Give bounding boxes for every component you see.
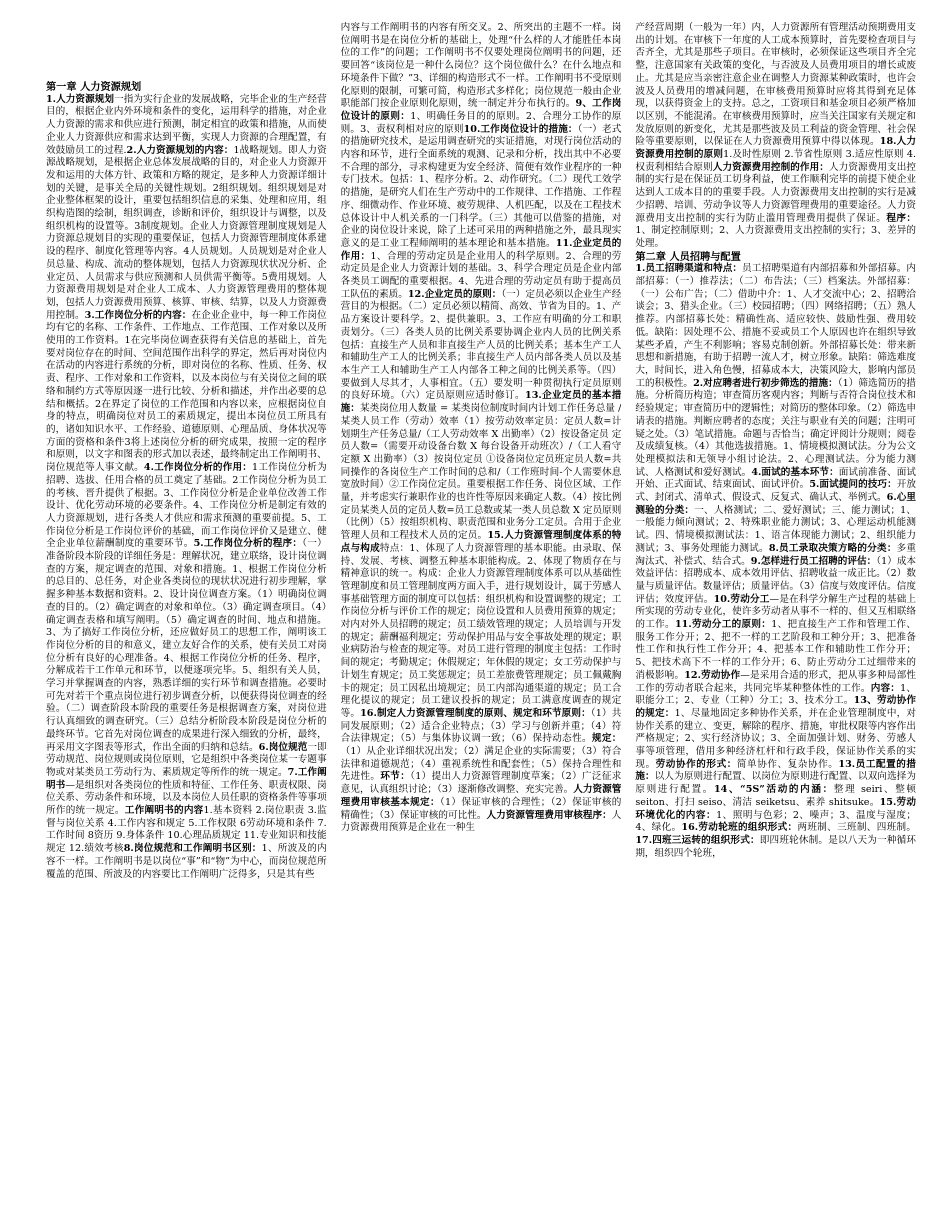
body-text: 1、所波及的内容不一样。工作阐明书是以岗位“事”和“物”为中心，而岗位规范所覆盖的范围、所波及的内容要比工作阐明广泛得多，只是其有些 — [46, 843, 327, 880]
body-paragraph — [635, 263, 916, 860]
body-text: —是采用合适的形式，把从事多种局部性工作的劳动者联合起来，共同完毕某种整体性的工作。 — [635, 669, 917, 694]
body-text: 一、人格测试；二、爱好测试；三、能力测试；1、一般能力倾向测试；2、特殊职业能力测试；3、心理运动机能测试。四、情境模拟测试法：1、语言体现能力测试；2、组织能力测试；3、事务处理能力测试。 — [635, 504, 917, 554]
body-text: 产经营周期（一般为一年）内，人力资源所有管理活动预期费用支出的计划。在审核下一年度的人工成本预算时，首先要检查项目与否齐全，尤其是那些子项目。在审核时，必须保证这些项目齐全完整，注意国家有关政策的变化，与否波及人员费用项目的增长或废止。尤其是应当亲密注意企业在调整人力资源某种政策时，也许会波及人员费用的增减问题，在审核费用预算时应将其得到充足体现，以获得资金上的支持。总之，工资项目和基金项目必须严格加以区别，不能混淆。在审核费用预算时，应当关注国家有关规定和发放原则的新变化，尤其是那些波及员工利益的资金管理、社会保险等重要原则，以保证在人力资源费用预算中得以体现。 — [635, 22, 917, 148]
body-text: 1、把直接生产工作和管理工作、服务工作分开；2、把不一样的工艺阶段和工种分开；3、把准备性工作和执行性工作分开；4、把基本工作和辅助性工作分开；5、把技术高下不一样的工作分开；6、防止劳动分工过细带来的消极影响。 — [635, 619, 917, 681]
section-heading: 环节： — [380, 771, 411, 783]
section-heading: 10.工作岗位设计的措施： — [463, 123, 578, 135]
section-heading: 6.岗位规范 — [258, 741, 308, 753]
section-heading: 16.制定人力资源管理制度的原则、规定和环节原则： — [360, 707, 591, 719]
body-text: （1）提出人力资源管理制度草案；（2）广泛征求意见，认真组织讨论；（3）逐渐修改调整、充实完善。 — [340, 771, 622, 796]
section-heading: 工作阐明书的内容 — [124, 805, 204, 817]
body-text: —是在科学分解生产过程的基础上所实现的劳动专业化，使许多劳动者从事不一样的、但又互相联络的工作。 — [635, 593, 917, 631]
section-heading: 17.四班三运转的组织形式： — [635, 835, 760, 846]
body-text: 一即劳动规范、岗位规则或岗位原则，它是组织中各类岗位某一专题事物或对某类员工劳动行为、素质规定等所作的统一规定。 — [46, 741, 327, 778]
section-heading: 9.怎样进行员工招聘的评估： — [750, 555, 877, 567]
section-heading: 13.员工配置的措施： — [635, 758, 917, 783]
body-text: （1）共同发展原则；（2）适合企业特点；（3）学习与创新并重；（4）符合法律规定；（5）与集体协议调一致；（6）保持动态性。 — [340, 707, 622, 745]
body-text: 1、尽量地固定多种协作关系，并在企业管理制度中，对协作关系的建立、变更，解除的程序、措施，审批权限等内容作出严格规定；2、实行经济协议；3、全面加强计划、财务、劳感人事等项管理，借用多种经济杠杆和行政手段，保证协作关系的实现。 — [635, 707, 917, 770]
body-text: 1.基本资料 2.岗位职责 3.监督与岗位关系 4.工作内容和规定 5.工作权限 6劳动环境和条件 7.工作时间 8资历 9.身体条件 10.心理品质规定 11.专业知识和技能规定 12.绩效考核 — [46, 805, 327, 855]
section-heading: 13、劳动协作的规定： — [635, 695, 917, 719]
section-heading: 程序： — [886, 212, 917, 224]
chapter-heading: 第二章 人员招聘与配置 — [635, 250, 741, 263]
section-heading: 2.人力资源规划的内容： — [126, 144, 234, 156]
section-heading: 6.心里测验的分类： — [635, 492, 917, 516]
body-text: 1战略规划。即人力资源战略规划，是根据企业总体发展战略的目的，对企业人力资源开发和运用的大体方针、政策和方略的规定，是多种人力资源详细计划的关键，是事关全局的关键性规划。2组织规划。组织规划是对企业整体框架的设计，重要包括组织信息的采集、处理和应用，组织构造图的绘制，组织调查，诊断和评价，组织设计与调整，以及组织机构的设置等。3制度规划。企业人力资源管理制度规划是人力资源总规划目的实现的重要保证，包括人力资源管理制度体系建设的程序、制度化管理等内容。4人员规划。人员规划是对企业人员总量、构成、流动的整体规划，包括人力资源现状状况分析、企业定员、人员需求与供应预测和人员供需平衡等。5费用规划。人力资源费用规划是对企业人工成本、人力资源管理费用的整体规划，包括人力资源费用预算、核算、审核、结算，以及人力资源费用控制。 — [46, 144, 327, 321]
body-text: 人力资源费用预算是企业在一种生 — [340, 809, 622, 834]
body-text: 开放式、封闭式、清单式、假设式、反复式、确认式、举例式。 — [635, 479, 917, 504]
body-paragraph — [46, 94, 327, 882]
section-heading: 规定： — [591, 733, 622, 745]
body-text: 1、制定控制原则；2、人力资源费用支出控制的实行；3、差异的处理。 — [635, 225, 917, 249]
section-heading: 10.劳动分工 — [713, 593, 770, 605]
section-heading: 16.劳动轮班的组织形式： — [681, 822, 798, 834]
body-text: （一）定员必须以企业生产经营目的为根据。（二）定员必须以精简、高效、节省为目的。1、产品方案设计要科学。2、提供兼职。3、工作应有明确的分工和职责划分。（三）各类人员的比例关系要协调企业内人员的比例关系包括：直接生产人员和非直接生产人员的比例关系；基本生产工人和辅助生产工人的比例关系；非直接生产人员内部各类人员以及基本生产工人和辅助生产工人内部各工种之间的比例关系等。（四）要做到人尽其才，人事相宜。（五）要发明一种贯彻执行定员原则的良好环境。（六）定员原则应适时修订。 — [340, 288, 622, 402]
body-text: 员工招聘渠道有内部招募和外部招募。内部招募：（一）推荐法；（二）布告法；（三）档案法。外部招募：（一）公布广告；（二）借助中介：1、人才交流中心；2、招聘洽谈会；3、猎头企业。（三）校园招聘；（四）网络招聘；（五）熟人推荐。内部招募长处：精确性高、适应较快、鼓励性强、费用较低。缺陷：因处理不公、措施不妥或员工个人原因也许在组织导致某些矛盾，产生不利影响；容易克制创新。外部招募长处：带来新思想和新措施，有助于招聘一流人才，树立形象。缺陷：筛选难度大，时间长，进入角色慢，招募成本大，决策风险大，影响内部员工的积极性。 — [635, 263, 917, 389]
body-text: 多重淘汰式、补偿式、结合式。 — [635, 542, 917, 567]
body-text: 1、职能分工；2、专业（工种）分工；3、技术分工。 — [635, 682, 917, 707]
body-paragraph — [635, 22, 916, 251]
body-text: 1、合理的劳动定员是企业用人的科学原则。2、合理的劳动定员是企业人力资源计划的基础。3、科学合理定员是企业内部各类员工调配的重要根据。4、先进合理的劳动定员有助于提高员工队伍的素质。 — [340, 250, 622, 300]
section-heading: 12.企业定员的原则： — [407, 288, 502, 300]
section-heading: 3.工作岗位分析的内容： — [84, 309, 192, 321]
section-heading: 4.面试的基本环节： — [751, 466, 839, 478]
section-heading: 9、工作岗位设计的原则： — [340, 98, 622, 122]
body-text: 某类岗位用人数量 = 某类岗位制度时间内计划工作任务总量 / 某类人员工作（劳动）效率（1）按劳动效率定员：定员人数=计划期生产任务总量/（工人劳动效率 X 出勤率）（2）按设备定员 定员人数=（需要开动设备台数 X 每台设备开动班次）/（工人看守定额 X 出勤率）（3）按岗位定员 ①设备岗位定员班定员人数=共同操作的各岗位生产工作时间的总和/（工作班时间-个人需要休息宽放时间）②工作岗位定员。重要根据工作任务、岗位区域、工作量，并考虑实行兼职作业的也许性等原因来确定人数。（4）按比例定员某类人员的定员人数=员工总数或某一类人员总数 X 定员原则（比例）（5）按组织机构、职责范围和业务分工定员。合用于企业管理人员和工程技术人员的定员。 — [340, 403, 622, 542]
body-text: 1工作岗位分析为招聘、选拔、任用合格的员工奠定了基础。2工作岗位分析为员工的考核、晋升提供了根据。3、工作岗位分析是企业单位改善工作设计、优化劳动环境的必要条件。4、工作岗位分析是制定有效的人力资源规划，进行各类人才供应和需求预测的重要前提。5、工作岗位分析是工作岗位评价的基础，而工作岗位评价又是建立、健全企业单位薪酬制度的重要环节。 — [46, 462, 327, 550]
section-heading: 人力资源管理费用审核程序： — [486, 809, 612, 821]
body-text: 面试前准备、面试开始、正式面试、结束面试、面试评价。 — [635, 466, 917, 491]
body-text: 1、照明与色彩；2、噪声；3、温度与湿度；4、绿化。 — [635, 809, 917, 834]
body-text: 1、明确任务目的的原则。2、合理分工协作的原则。3、责权利相对应的原则 — [340, 110, 622, 135]
section-heading: 15.劳动环境优化的内容： — [635, 796, 917, 821]
body-text: （一）老式的措施研究技术，是运用调查研究的实证措施，对现行岗位活动的内容和环节，进行全面系统的观测、记录和分析，找出其中不必要不合理的部分，寻求构建更为安全经济、简便有效作业程序的一种专门技术。包括：1、程序分析。2、动作研究。（二）现代工效学的措施，是研究人们在生产劳动中的工作规律、工作措施、工作程序、细微动作、作业环境、疲劳规律、人机匹配，以及在工程技术总体设计中人机关系的一门科学。（三）其他可以借鉴的措施，对企业的岗位设计来说，除了上述可采用的两种措施之外，最具现实意义的是工业工程师阐明的基本理论和基本措施。 — [340, 123, 622, 249]
section-heading: 14、“5S”活动的内涵： — [713, 784, 834, 796]
section-heading: 人力资源费用控制的作用： — [712, 161, 829, 173]
document-page — [46, 22, 916, 1218]
body-text: 内容与工作阐明书的内容有所交叉。2、所突出的主题不一样。岗位阐明书是在岗位分析的基础上，处理“什么样的人才能胜任本岗位的工作”的问题；工作阐明书不仅要处理岗位阐明书的问题，还要回答“该岗位是一种什么岗位？这个岗位做什么？在什么地点和环境条件下做？”3、详细的构造形式不一样。工作阐明书不受原则化原则的限制，可繁可简，构造形式多样化；岗位规范一般由企业职能部门按企业原则化原则，统一制定并分布执行的。 — [340, 22, 622, 110]
section-heading: 1.员工招聘渠道和特点： — [635, 263, 743, 275]
body-text: （1）筛选简历的措施。分析简历构造；审查简历客观内容；判断与否符合岗位技术和经验规定；审查简历中的逻辑性；对简历的整体印象。（2）筛选申请表的措施。判断应聘者的态度；关注与职业有关的问题；注明可疑之处。（3）笔试措施。命题与否恰当；确定评阅计分规则；阅卷及成绩复核。（4）其他选拔措施。1、情境模拟测试法。分为公文处理模拟法和无领导小组讨论法。2、心理测试法。分为能力测试、人格测试和爱好测试。 — [635, 377, 917, 478]
body-text: 两班制、三班制、四班制。 — [797, 822, 917, 834]
section-heading: 5.工作岗位分析的程序： — [193, 538, 303, 550]
body-text: 一指为实行企业的发展战略，完毕企业的生产经营目的，根据企业内外环境和条件的变化，运用科学的措施，对企业人力资源的需求和供应进行预测，制定相宜的政策和措施，从而使企业人力资源供应和需求达到平衡，实现人力资源的合理配置，有效鼓励员工的过程. — [46, 93, 327, 156]
section-heading: 13.企业定员的基本措施： — [340, 390, 622, 415]
section-heading: 12.劳动协作 — [684, 669, 741, 681]
section-heading: 2.对应聘者进行初步筛选的措施： — [693, 377, 838, 389]
body-text: （1）成本效益评估：招聘成本、成本效用评估、招聘收益一成正比。（2）数量与质量评估。数量评估；质量评估。（3）信度与效度评估。信度评估；效度评估。 — [635, 555, 917, 605]
body-text: 简单协作、复杂协作。 — [736, 758, 839, 770]
chapter-heading: 第一章 人力资源规划 — [46, 81, 142, 93]
section-heading: 11.劳动分工的原则： — [674, 619, 772, 631]
section-heading: 人力资源管理费用审核基本规定： — [340, 784, 622, 808]
body-text: 即四班轮休制。是以八天为一种循环期，组织四个轮班， — [635, 835, 917, 859]
section-heading: 5.面试提问的技巧： — [809, 479, 897, 491]
body-text: 在企业企业中，每一种工作岗位均有它的名称、工作条件、工作地点、工作范围、工作对象以及所使用的工作资料。1在完毕岗位调查获得有关信息的基础上，首先要对岗位存在的时间、空间范围作出科学的界定，然后再对岗位内在活动的内容进行系统的分析，即对岗位的名称、性质、任务、权责、程序、工作对象和工作资料，以及本岗位与有关岗位之间的联络和制约方式等原因逐一进行比较、分析和描述，并作出必要的总结和概括。2在界定了岗位的工作范围和内容以来，应根据岗位自身的特点，明确岗位对员工的素质规定，提出本岗位员工所具有的，诸如知识水平、工作经验、道德原则、心理品质、身体状况等方面的资格和条件3将上述岗位分析的研究成果，按照一定的程序和原则，以文字和图表的形式加以表述，最终制定出工作阐明书、岗位规范等人事文献。 — [46, 309, 327, 474]
body-text: 人力资源费用支出控制的实行是在保证员工切身利益，使工作顺利完毕的前提下使企业达到人工成本目的的重要手段。人力资源费用支出控制的实行是减少招聘、培训、劳动争议等人力资源管理费用的重要途径。人力资源费用支出控制的实行为防止滥用管理费用提供了保证。 — [635, 161, 917, 224]
body-text: —是组织对各类岗位的性质和特征、工作任务、职责权限、岗位关系、劳动条件和环境，以及本岗位人员任职的资格条件等事项所作的统一规定。 — [46, 779, 327, 817]
body-text: （1）保证审核的合理性；（2）保证审核的精确性；（3）保证审核的可比性。 — [340, 796, 622, 821]
body-text: （1）从企业详细状况出发；（2）满足企业的实际需要；（3）符合法律和道德规范；（4）重视系统性和配套性；（5）保持合理性和先进性。 — [340, 746, 622, 783]
body-text: 1.及时性原则 2.节省性原则 3.适应性原则 4.权责利相结合原则 — [635, 149, 917, 173]
section-heading: 8.岗位规范和工作阐明书区别： — [123, 843, 262, 855]
section-heading: 7.工作阐明书 — [46, 766, 327, 791]
section-heading: 15.人力资源管理制度体系的特点与构成 — [340, 530, 622, 554]
text-column-left — [46, 22, 327, 1218]
section-heading: 劳动协作的形式： — [655, 758, 737, 770]
section-heading: 1.人力资源规划 — [46, 93, 115, 105]
text-column-right — [635, 22, 916, 1218]
text-column-middle — [341, 22, 622, 1218]
section-heading: 8.员工录取决策方略的分类： — [768, 542, 897, 554]
section-heading: 18.人力资源费用控制的原则 — [635, 136, 917, 161]
body-text: （一）准备阶段本阶段的详细任务是：理解状况，建立联络，设计岗位调查的方案，规定调查的范围、对象和措施。1、根据工作岗位分析的总目的、总任务，对企业各类岗位的现状状况进行初步理解，掌握多种基本数据和资料。2、设计岗位调查方案。（1）明确岗位调查的目的。（2）确定调查的对象和单位。（3）确定调查项目。（4）确定调查表格和填写阐明。（5）确定调查的时间、地点和措施。3、为了搞好工作岗位分析，还应做好员工的思想工作，阐明该工作岗位分析的目的和意义，建立友好合作的关系，使有关员工对岗位分析有良好的心理准备。4、根据工作岗位分析的任务、程序，分解成若干工作单元和环节，以便逐项完毕。5、组织有关人员，学习并掌握调查的内容，熟悉详细的实行环节和调查措施。必要时可先对若干个重点岗位进行初步调查分析，以便获得岗位调查的经验。（二）调查阶段本阶段的重要任务是根据调查方案，对岗位进行认真细致的调查研究。（三）总结分析阶段本阶段是岗位分析的最终环节。它首先对岗位调查的成果进行深入细致的分析，最终，再采用文字图表等形式，作出全面的归纳和总结。 — [46, 538, 327, 753]
body-text: 特点：1、体现了人力资源管理的基本职能。由录取、保持、发展、考核、调整五种基本职能构成。2、体现了物质存在与精神意识的统一。构成：企业人力资源管理制度体系可以从基础性管理制度和员工管理制度两方面入手，进行规划设计，属于劳感人事基础管理方面的制度可以包括：组织机构和设置调整的规定；工作岗位分析与评价工作的规定；岗位设置和人员费用预算的规定；对内对外人员招聘的规定；员工绩效管理的规定；人员培训与开发的规定；薪酬福利规定；劳动保护用品与安全事故处理的规定；职业病防治与检查的规定等。对员工进行管理的制度主包括：工作时间的规定；考勤规定；休假规定；年休假的规定；女工劳动保护与计划生育规定；员工奖惩规定；员工差旅费管理规定；员工佩戴胸卡的规定；员工因私出境规定；员工内部沟通渠道的规定；员工合理化提议的规定；员工建议投拆的规定；员工满意度调查的规定等。 — [340, 542, 622, 719]
section-heading: 内容： — [870, 682, 901, 694]
section-heading: 4.工作岗位分析的作用： — [143, 462, 253, 474]
body-text: 整理 seiri、整顿 seiton、打扫 seiso、清洁 seiketsu、素养 shitsuke。 — [635, 784, 917, 808]
body-text: 以人为原则进行配置、以岗位为原则进行配置、以双向选择为原则进行配置。 — [635, 771, 917, 796]
section-heading: 11.企业定员的作用： — [340, 237, 622, 262]
body-paragraph — [341, 22, 622, 835]
